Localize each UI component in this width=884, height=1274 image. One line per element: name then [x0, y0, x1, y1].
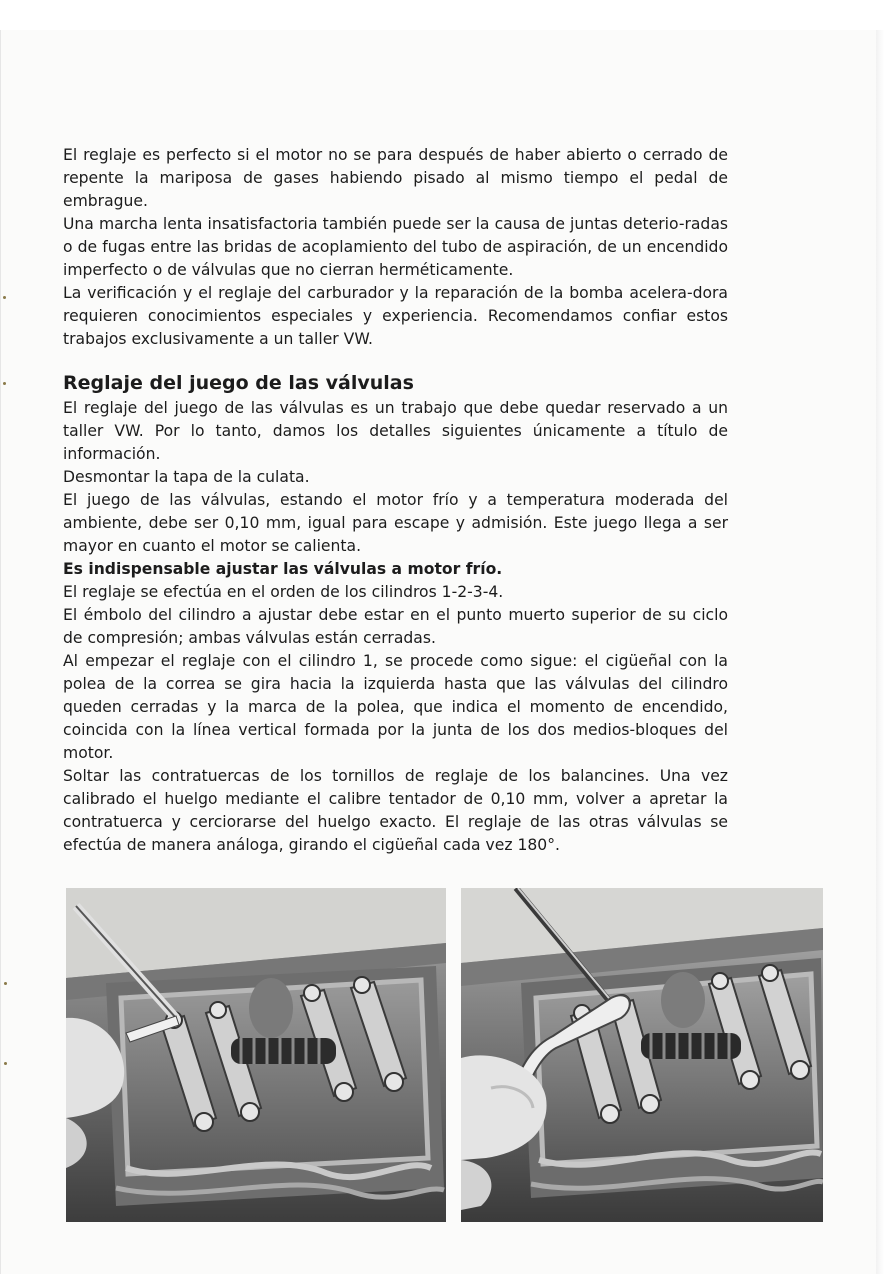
section-heading: Reglaje del juego de las válvulas	[63, 372, 414, 394]
bold-note: Es indispensable ajustar las válvulas a motor frío.	[63, 560, 503, 578]
paragraph: Al empezar el reglaje con el cilindro 1, se procede como sigue: el cigüeñal con la polea de la correa se gira hacia la izquierda hasta que las válvulas del cilindro queden cerradas y la marca de la polea, que indica el momento de encendido, coincida con la línea vertical formada por la junta de los dos medios-bloques del motor.	[63, 652, 728, 762]
paragraph: El juego de las válvulas, estando el motor frío y a temperatura moderada del ambiente, debe ser 0,10 mm, igual para escape y admisión. Este juego llega a ser mayor en cuanto el motor se calienta.	[63, 491, 728, 555]
paragraph: El reglaje se efectúa en el orden de los cilindros 1-2-3-4.	[63, 583, 504, 601]
paragraph: Soltar las contratuercas de los tornillos de reglaje de los balancines. Una vez calibrado el huelgo mediante el calibre tentador de 0,10 mm, volver a apretar la contratuerca y cerciorarse del huelgo exacto. El reglaje de las otras válvulas se efectúa de manera análoga, girando el cigüeñal cada vez 180°.	[63, 767, 728, 854]
scan-speck	[3, 296, 6, 299]
valve-adjustment-wrench-photo-icon	[461, 888, 823, 1222]
paragraph: La verificación y el reglaje del carburador y la reparación de la bomba acelera-dora requieren conocimientos especiales y experiencia. Recomendamos confiar estos trabajos exclusivamente a un taller VW.	[63, 284, 728, 348]
paragraph: El émbolo del cilindro a ajustar debe estar en el punto muerto superior de su ciclo de compresión; ambas válvulas están cerradas.	[63, 606, 728, 647]
paragraph: Una marcha lenta insatisfactoria también puede ser la causa de juntas deterio-radas o de fugas entre las bridas de acoplamiento del tubo de aspiración, de un encendido imperfecto o de válvulas que no cierran herméticamente.	[63, 215, 728, 279]
valve-adjustment-feeler-gauge-photo-icon	[66, 888, 446, 1222]
page-edge	[876, 30, 884, 1274]
valve-clearance-text	[63, 397, 728, 857]
paragraph: El reglaje del juego de las válvulas es un trabajo que debe quedar reservado a un taller VW. Por lo tanto, damos los detalles siguientes únicamente a título de información.	[63, 399, 728, 463]
intro-text	[63, 144, 728, 351]
scan-speck	[3, 382, 6, 385]
paragraph: El reglaje es perfecto si el motor no se para después de haber abierto o cerrado de repente la mariposa de gases habiendo pisado al mismo tiempo el pedal de embrague.	[63, 146, 728, 210]
paragraph: Desmontar la tapa de la culata.	[63, 468, 310, 486]
scan-speck	[4, 982, 7, 985]
scan-speck	[4, 1062, 7, 1065]
